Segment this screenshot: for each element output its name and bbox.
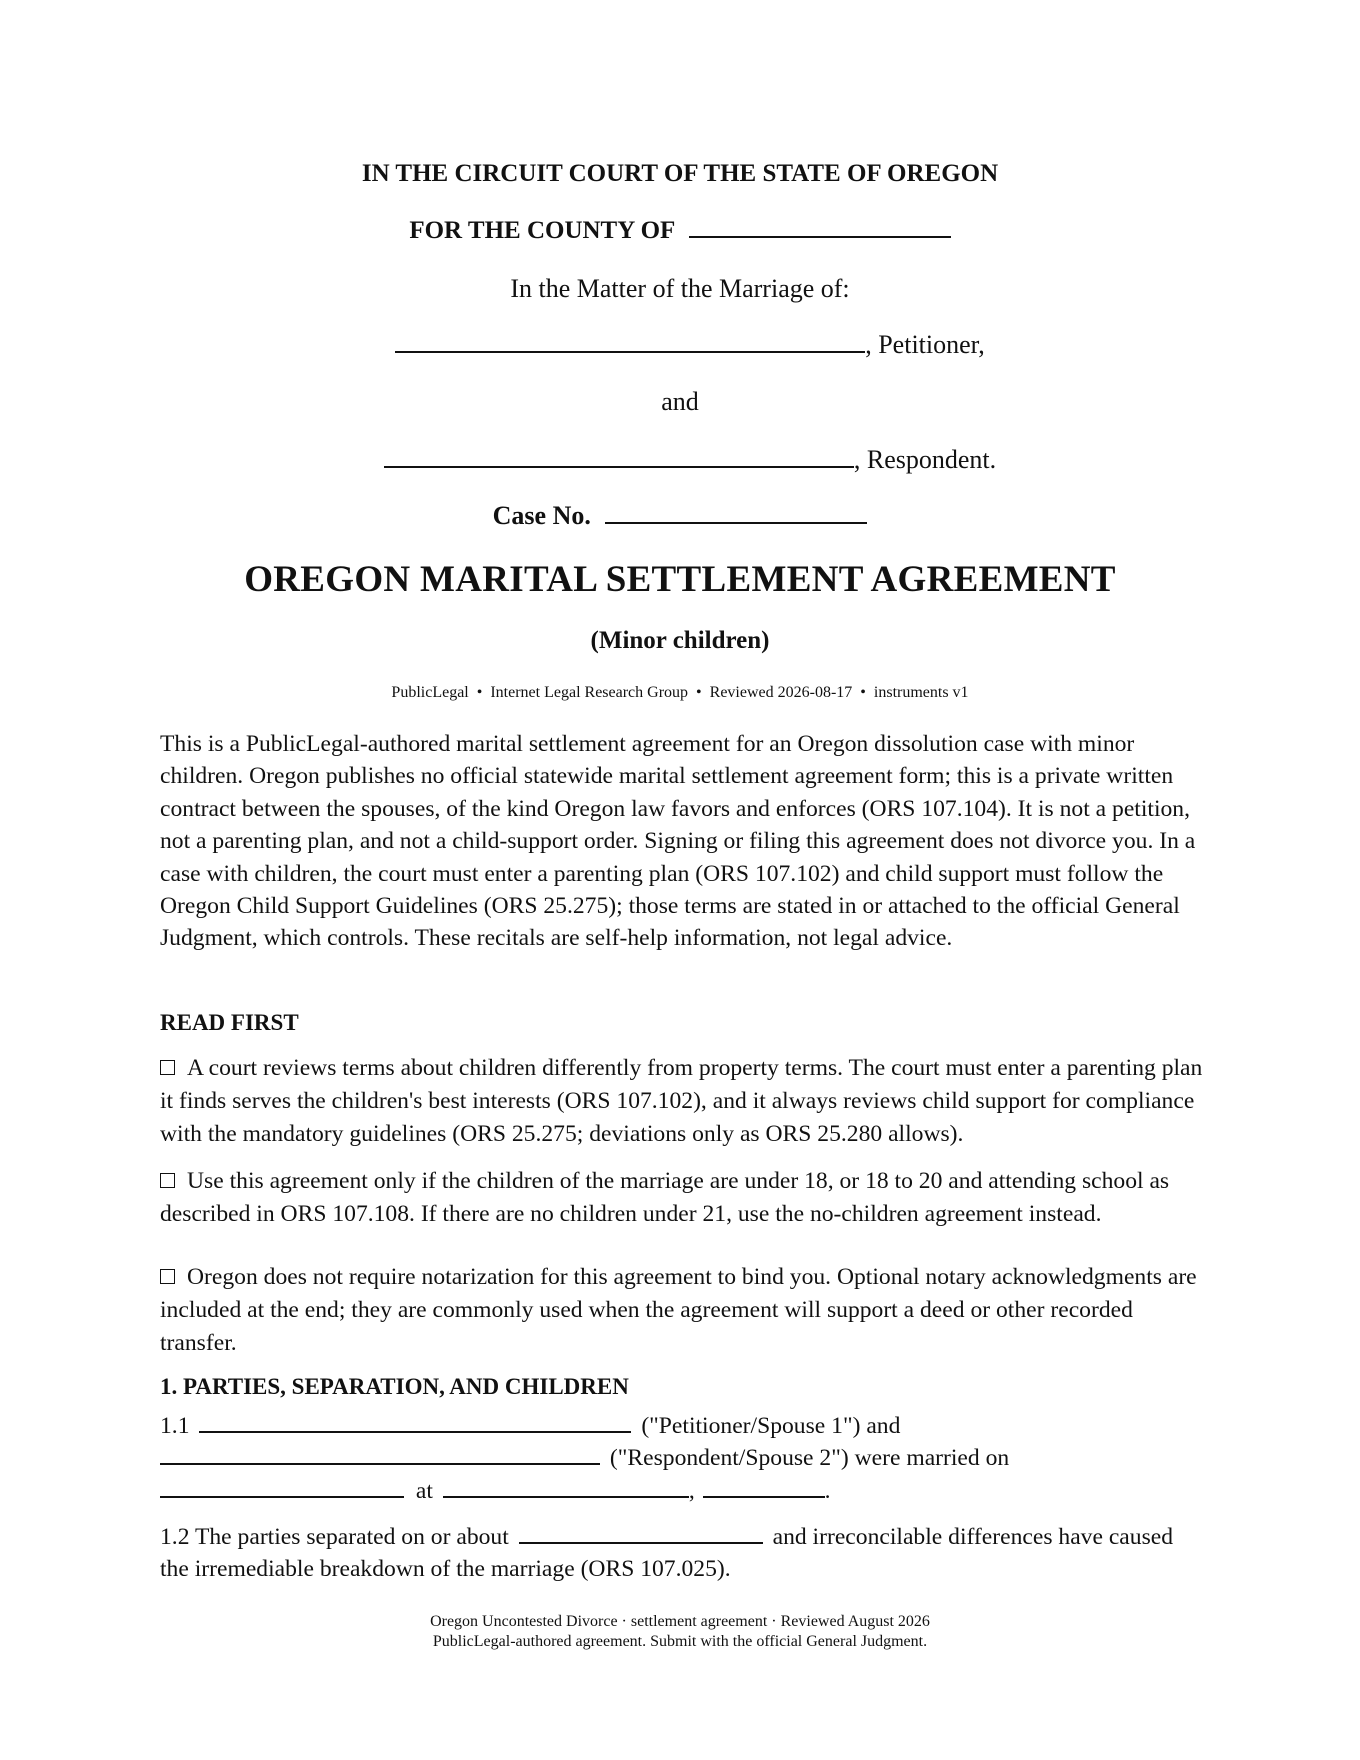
county-label: FOR THE COUNTY OF — [409, 217, 675, 244]
read-first-item-text: Oregon does not require notarization for this agreement to bind you. Optional notary acknowledgments are included at the end; they are commonly used when the agreement will support a deed or other recorded transfer. — [160, 1264, 1197, 1356]
and-line: and — [661, 387, 699, 416]
paragraph-1-1-at: at — [415, 1477, 433, 1504]
read-first-item — [160, 1052, 1205, 1150]
paragraph-1-1-text-b: ("Respondent/Spouse 2") were married on — [609, 1445, 1010, 1472]
document-title: OREGON MARITAL SETTLEMENT AGREEMENT — [244, 559, 1116, 600]
paragraph-1-2 — [160, 1521, 1200, 1586]
paragraph-1-1-text-a: ("Petitioner/Spouse 1") and — [641, 1413, 901, 1439]
intro-paragraph: This is a PublicLegal-authored marital settlement agreement for an Oregon dissolution case with minor children. Oregon publishes no official statewide marital settlement agreement form; this is a private written contract between the spouses, of the kind Oregon law favors and enforces (ORS 107.104). It is not a petition, not a parenting plan, and not a child-support order. Signing or filing this agreement does not divorce you. In a case with children, the court must enter a parenting plan (ORS 107.102) and child support must follow the Oregon Child Support Guidelines (ORS 25.275); those terms are stated in or attached to the official General Judgment, which controls. These recitals are self-help information, not legal advice. — [160, 731, 1196, 952]
case-no-blank[interactable] — [605, 521, 867, 524]
spouse-2-name-blank[interactable] — [160, 1462, 600, 1465]
paragraph-number: 1.1 — [160, 1413, 190, 1439]
petitioner-line — [0, 330, 1360, 360]
meta-separator: • — [696, 684, 702, 701]
paragraph-1-2-line-1 — [160, 1521, 1200, 1553]
case-no-line — [0, 501, 1360, 531]
marriage-state-blank[interactable] — [703, 1495, 825, 1498]
paragraph-1-1-end: . — [824, 1477, 831, 1504]
county-blank[interactable] — [689, 235, 951, 238]
footer-line-2: PublicLegal-authored agreement. Submit with the official General Judgment. — [432, 1633, 928, 1650]
paragraph-1-1 — [160, 1410, 1200, 1507]
marriage-date-blank[interactable] — [160, 1495, 404, 1498]
case-no-label: Case No. — [492, 501, 591, 530]
meta-publisher: PublicLegal — [391, 684, 469, 701]
petitioner-suffix: , Petitioner, — [865, 330, 985, 359]
respondent-name-blank[interactable] — [384, 465, 854, 468]
meta-group: Internet Legal Research Group — [490, 684, 689, 701]
read-first-item — [160, 1261, 1205, 1359]
paragraph-1-1-comma: , — [688, 1477, 695, 1504]
checkbox[interactable] — [160, 1173, 175, 1188]
section-1-heading: 1. PARTIES, SEPARATION, AND CHILDREN — [160, 1374, 629, 1399]
meta-separator: • — [860, 684, 866, 701]
meta-version: instruments v1 — [873, 684, 969, 701]
document-meta — [0, 684, 1360, 702]
read-first-item-text: Use this agreement only if the children of the marriage are under 18, or 18 to 20 and attending school as described in ORS 107.108. If there are no children under 21, use the no-children agreement instead. — [160, 1168, 1170, 1227]
checkbox[interactable] — [160, 1269, 175, 1284]
meta-separator: • — [476, 684, 483, 701]
petitioner-name-blank[interactable] — [395, 350, 865, 353]
paragraph-1-1-line-2 — [160, 1442, 1200, 1474]
spouse-1-name-blank[interactable] — [199, 1430, 631, 1433]
document-subtitle: (Minor children) — [590, 627, 770, 654]
respondent-suffix: , Respondent. — [853, 445, 997, 474]
page-footer — [0, 1612, 1360, 1652]
respondent-line — [0, 445, 1360, 475]
read-first-item — [160, 1165, 1205, 1231]
court-heading: IN THE CIRCUIT COURT OF THE STATE OF OREGON — [361, 160, 999, 187]
matter-line: In the Matter of the Marriage of: — [510, 274, 850, 303]
paragraph-1-2-text-start: 1.2 The parties separated on or about — [160, 1524, 509, 1550]
paragraph-1-2-line-2: the irremediable breakdown of the marriage (ORS 107.025). — [160, 1556, 731, 1583]
marriage-city-blank[interactable] — [443, 1495, 689, 1498]
paragraph-1-1-line-3 — [160, 1475, 1200, 1507]
paragraph-1-1-line-1 — [160, 1410, 1200, 1442]
read-first-heading: READ FIRST — [160, 1010, 299, 1035]
paragraph-1-2-text-end: and irreconcilable differences have caused — [772, 1524, 1174, 1550]
footer-line-1: Oregon Uncontested Divorce · settlement agreement · Reviewed August 2026 — [430, 1613, 930, 1630]
county-line — [0, 217, 1360, 245]
separation-date-blank[interactable] — [519, 1541, 763, 1544]
checkbox[interactable] — [160, 1060, 175, 1075]
read-first-item-text: A court reviews terms about children differently from property terms. The court must enter a parenting plan it finds serves the children's best interests (ORS 107.102), and it always reviews child support for compliance with the mandatory guidelines (ORS 25.275; deviations only as ORS 25.280 allows). — [160, 1055, 1203, 1147]
meta-reviewed: Reviewed 2026-08-17 — [709, 684, 853, 701]
